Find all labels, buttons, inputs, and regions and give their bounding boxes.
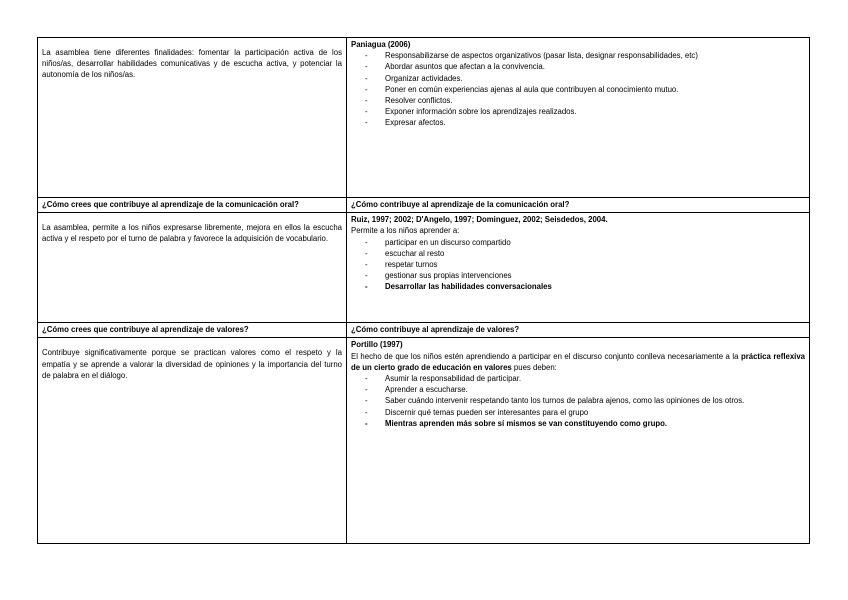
question-oral-left: ¿Cómo crees que contribuye al aprendizaje de la comunicación oral?: [38, 198, 347, 213]
list-item: - Saber cuándo intervenir respetando tanto los turnos de palabra ajenos, como las opiniones de los otros.: [365, 395, 805, 406]
purpose-text: La asamblea tiene diferentes finalidades: fomentar la participación activa de los niños/as, desarrollar habilidades comunicativas y de escucha activa, y potenciar la autonomía de los niños/as.: [42, 48, 342, 80]
list-item: - Asumir la responsabilidad de participar.: [365, 373, 805, 384]
list-item: - Discernir qué temas pueden ser interesantes para el grupo: [365, 407, 805, 418]
values-answer-text: Contribuye significativamente porque se practican valores como el respeto y la empatía y se aprende a valorar la diversidad de opiniones y la importancia del turno de palabra en el diálogo.: [42, 348, 342, 380]
question-values-right: ¿Cómo contribuye al aprendizaje de valores?: [347, 323, 810, 338]
citation-paniagua: Paniagua (2006): [351, 40, 411, 49]
list-item: - Responsabilizarse de aspectos organizativos (pasar lista, designar responsabilidades, etc): [365, 50, 805, 61]
table-row: [38, 323, 810, 338]
cell-portillo: [347, 338, 810, 544]
table-row: [38, 338, 810, 544]
list-item: - respetar turnos: [365, 259, 805, 270]
list-item: - Desarrollar las habilidades conversacionales: [365, 281, 805, 292]
paniagua-list: [351, 50, 805, 128]
portillo-paragraph-bold: práctica reflexiva de un cierto grado de educación en valores: [351, 351, 805, 372]
question-values-left: ¿Cómo crees que contribuye al aprendizaje de valores?: [38, 323, 347, 338]
table-row: [38, 198, 810, 213]
table-row: [38, 38, 810, 198]
cell-purpose: [38, 38, 347, 198]
portillo-paragraph-start: El hecho de que los niños estén aprendiendo a participar en el discurso conjunto conlleva necesariamente a la: [351, 351, 741, 361]
list-item: - participar en un discurso compartido: [365, 237, 805, 248]
comparison-table: [37, 37, 810, 544]
question-oral-right: ¿Cómo contribuye al aprendizaje de la comunicación oral?: [347, 198, 810, 213]
list-item: - Exponer información sobre los aprendizajes realizados.: [365, 106, 805, 117]
list-item: - Poner en común experiencias ajenas al aula que contribuyen al conocimiento mutuo.: [365, 84, 805, 95]
cell-ruiz: [347, 213, 810, 323]
list-item: - Expresar afectos.: [365, 117, 805, 128]
citation-portillo: Portillo (1997): [351, 340, 403, 350]
list-item: - gestionar sus propias intervenciones: [365, 270, 805, 281]
list-item: - Mientras aprenden más sobre sí mismos se van constituyendo como grupo.: [365, 418, 805, 429]
table-row: [38, 213, 810, 323]
cell-oral-answer: [38, 213, 347, 323]
cell-values-answer: [38, 338, 347, 544]
portillo-paragraph: [351, 351, 805, 373]
ruiz-intro: Permite a los niños aprender a:: [351, 226, 460, 236]
cell-paniagua: [347, 38, 810, 198]
oral-answer-text: La asamblea, permite a los niños expresarse libremente, mejora en ellos la escucha activa y el respeto por el turno de palabra y favorece la adquisición de vocabulario.: [42, 223, 342, 244]
list-item: - Abordar asuntos que afectan a la convivencia.: [365, 61, 805, 72]
ruiz-list: [351, 237, 805, 293]
portillo-list: [351, 373, 805, 429]
list-item: - escuchar al resto: [365, 248, 805, 259]
citation-ruiz: Ruiz, 1997; 2002; D'Angelo, 1997; Dominguez, 2002; Seisdedos, 2004.: [351, 215, 608, 225]
portillo-paragraph-end: pues deben:: [511, 362, 557, 372]
list-item: - Resolver conflictos.: [365, 95, 805, 106]
list-item: - Aprender a escucharse.: [365, 384, 805, 395]
list-item: - Organizar actividades.: [365, 73, 805, 84]
